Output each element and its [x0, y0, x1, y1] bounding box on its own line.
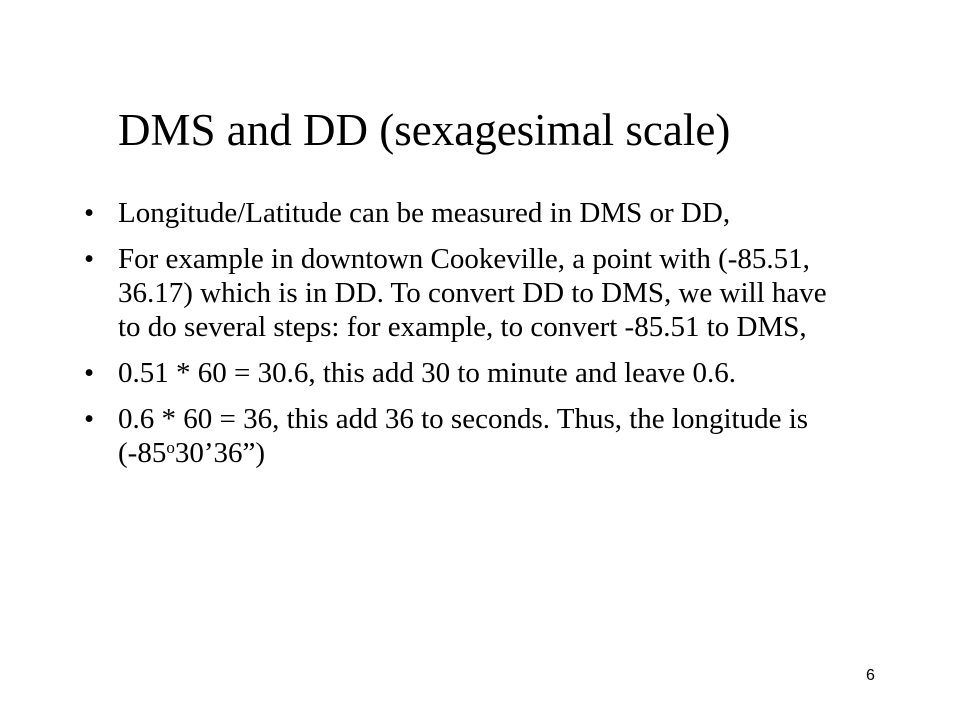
bullet-text: For example in downtown Cookeville, a point with (-85.51, 36.17) which is in DD. To convert DD to DMS, we will have to do several steps: for example, to convert -85.51 to DMS,: [118, 243, 827, 343]
bullet-item: [84, 196, 844, 230]
bullet-text: Longitude/Latitude can be measured in DMS or DD,: [118, 197, 731, 229]
bullet-text: 0.51 * 60 = 30.6, this add 30 to minute and leave 0.6.: [118, 357, 737, 389]
slide-title: DMS and DD (sexagesimal scale): [118, 105, 731, 155]
bullet-dot: •: [84, 357, 95, 389]
bullet-list: [84, 196, 844, 470]
bullet-item: [84, 402, 844, 470]
bullet-text-suffix: 30’36”): [174, 437, 266, 469]
bullet-item: [84, 242, 844, 344]
bullet-dot: •: [84, 197, 95, 229]
degree-superscript: o: [166, 438, 175, 457]
page-number: 6: [866, 667, 875, 684]
bullet-dot: •: [84, 403, 95, 435]
bullet-dot: •: [84, 243, 95, 275]
bullet-text: 0.6 * 60 = 36, this add 36 to seconds. Thus, the longitude is (-85: [118, 403, 809, 469]
bullet-item: [84, 356, 844, 390]
